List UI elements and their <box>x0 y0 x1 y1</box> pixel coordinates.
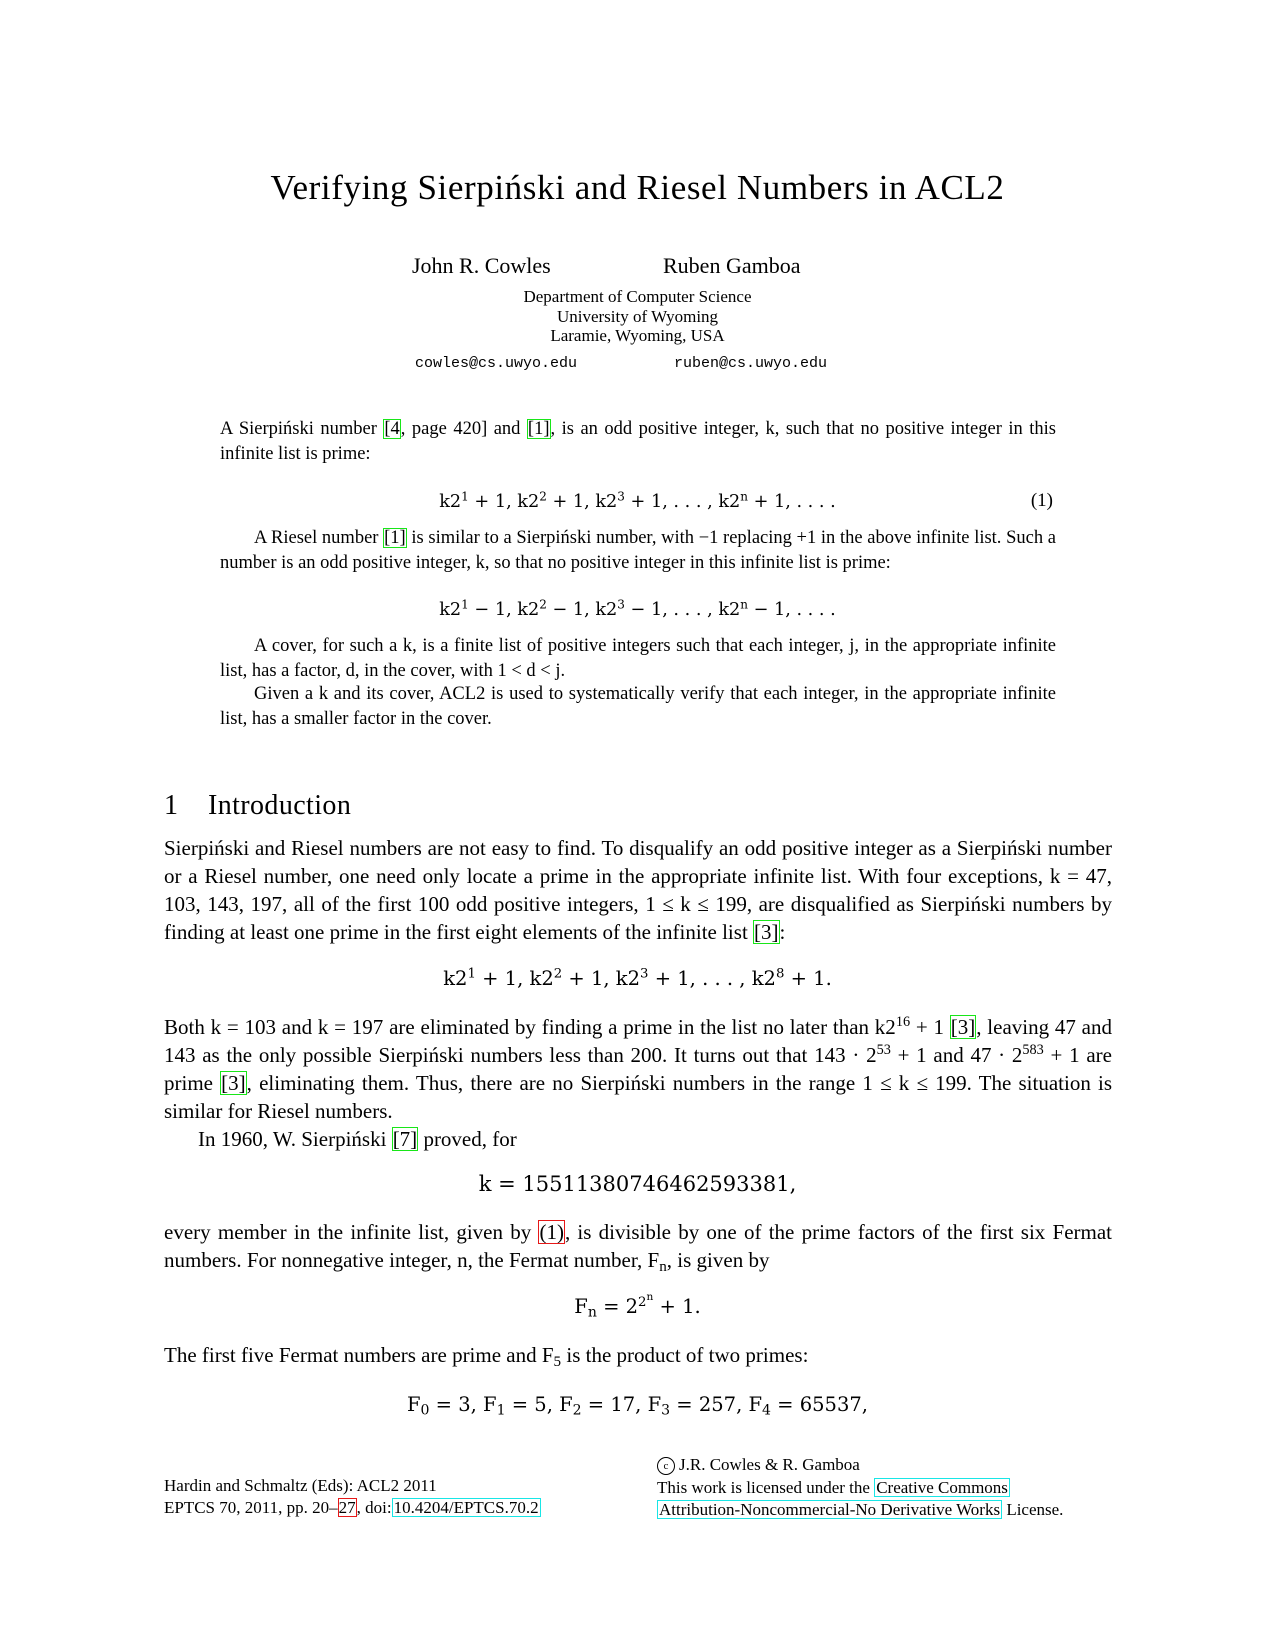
citation-link[interactable]: [1] <box>384 528 406 548</box>
venue-line: EPTCS 70, 2011, pp. 20–27, doi: 10.4204/EPTCS.70.2 <box>164 1498 539 1517</box>
paper-title: Verifying Sierpiński and Riesel Numbers in ACL2 <box>270 168 1005 207</box>
venue-footer <box>164 1475 541 1519</box>
citation-link[interactable]: [4 <box>384 419 400 439</box>
copyright-line: c J.R. Cowles & R. Gamboa <box>657 1454 1063 1477</box>
affiliation <box>0 287 1275 346</box>
license-line: Attribution-Noncommercial-No Derivative Works License. <box>659 1500 1064 1519</box>
abstract-paragraph: Given a k and its cover, ACL2 is used to systematically verify that each integer, in the appropriate infinite list, has a smaller factor in the cover. <box>220 684 1056 729</box>
citation-link[interactable]: [3] <box>754 920 779 944</box>
equation-k-value: k = 15511380746462593381, <box>478 1172 797 1196</box>
equation-first-eight: $k2^1 + 1$, $k2^2 + 1$, $k2^3 + 1$, . . . , $k2^8 + 1$. <box>443 966 832 990</box>
body-paragraph: The first five Fermat numbers are prime and $F_5$ is the product of two primes: <box>164 1343 809 1370</box>
body-paragraph: Sierpiński and Riesel numbers are not easy to find. To disqualify an odd positive integer as a Sierpiński number or a Riesel number, one need only locate a prime in the appropriate infinite list. With four exceptions, k = 47, 103, 143, 197, all of the first 100 odd positive integers, 1 ≤ k ≤ 199, are disqualified as Sierpiński numbers by finding at least one prime in the first eight elements of the infinite list [3]: <box>164 836 1112 944</box>
email-link-2[interactable]: ruben@cs.uwyo.edu <box>674 355 828 372</box>
affiliation-line: Laramie, Wyoming, USA <box>550 326 725 345</box>
body-paragraph: In 1960, W. Sierpiński [7] proved, for <box>198 1127 517 1151</box>
citation-link[interactable]: [7] <box>392 1127 418 1151</box>
citation-link[interactable]: [3] <box>950 1015 976 1039</box>
author-name-2: Ruben Gamboa <box>663 253 801 278</box>
license-link[interactable]: Attribution-Noncommercial-No Derivative Works <box>659 1500 1001 1519</box>
license-footer <box>657 1454 1063 1522</box>
author-name-1: John R. Cowles <box>412 253 551 278</box>
affiliation-line: University of Wyoming <box>556 306 719 326</box>
copyright-icon: c <box>657 1457 675 1475</box>
license-line: This work is licensed under the Creative Commons <box>657 1477 1008 1497</box>
body-paragraph: every member in the infinite list, given by (1), is divisible by one of the prime factors of the first six Fermat numbers. For nonnegative integer, n, the Fermat number, $F_n$, is given by <box>164 1220 1112 1275</box>
abstract-paragraph: A Riesel number [1] is similar to a Sierpiński number, with −1 replacing +1 in the above infinite list. Such a number is an odd positive integer, k, so that no positive integer in this infinite list is prime: <box>220 528 1056 573</box>
equation-riesel-list: $k2^1 - 1$, $k2^2 - 1$, $k2^3 - 1$, . . . , $k2^n - 1$, . . . . <box>439 597 836 620</box>
license-link[interactable]: Creative Commons <box>876 1477 1008 1497</box>
equation-sierpinski-list: $k2^1 + 1$, $k2^2 + 1$, $k2^3 + 1$, . . . , $k2^n + 1$, . . . . <box>439 489 836 512</box>
equation-number: (1) <box>1030 490 1053 511</box>
venue-line: Hardin and Schmaltz (Eds): ACL2 2011 <box>164 1476 437 1495</box>
abstract-paragraph: A cover, for such a k, is a finite list of positive integers such that each integer, j, in the appropriate infinite list, has a factor, d, in the cover, with 1 < d < j. <box>220 636 1056 681</box>
equation-fermat-values: $F_0 = 3$, $F_1 = 5$, $F_2 = 17$, $F_3 = 257$, $F_4 = 65537$, <box>406 1393 869 1419</box>
affiliation-line: Department of Computer Science <box>523 287 752 306</box>
section-title: Introduction <box>208 790 352 821</box>
section-number: 1 <box>164 790 179 821</box>
last-page-link[interactable]: 27 <box>338 1498 356 1517</box>
body-paragraph: Both k = 103 and k = 197 are eliminated by finding a prime in the list no later than $k2^{16} + 1$ [3], leaving 47 and 143 as the only possible Sierpiński numbers less than 200. It turns out that $143 \cdot 2^{53} + 1$ and $47 \cdot 2^{583} + 1$ are prime [3], eliminating them. Thus, there are no Sierpiński numbers in the range 1 ≤ k ≤ 199. The situation is similar for Riesel numbers. <box>164 1014 1112 1123</box>
doi-link[interactable]: 10.4204/EPTCS.70.2 <box>393 1498 539 1517</box>
section-heading <box>164 790 351 822</box>
citation-link[interactable]: [1] <box>527 419 550 439</box>
abstract-paragraph: A Sierpiński number [4, page 420] and [1], is an odd positive integer, k, such that no positive integer in this infinite list is prime: <box>220 419 1056 464</box>
equation-fermat-definition: $F_n = 2^{2^n} + 1$. <box>574 1289 701 1321</box>
email-link-1[interactable]: cowles@cs.uwyo.edu <box>415 355 578 372</box>
equation-reference-link[interactable]: (1) <box>539 1220 564 1244</box>
citation-link[interactable]: [3] <box>221 1071 246 1095</box>
